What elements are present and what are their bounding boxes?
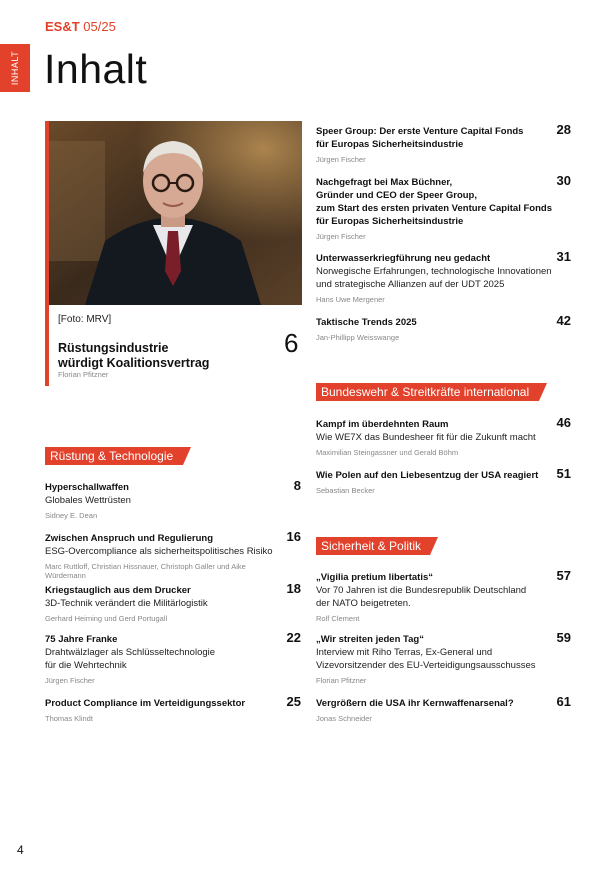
entry-subtitle: Wie WE7X das Bundesheer fit für die Zukunft macht	[316, 432, 536, 443]
entry-title: für Europas Sicherheitsindustrie	[316, 216, 464, 227]
entry-subtitle: Vizevorsitzender des EU-Verteidigungsausschusses	[316, 660, 536, 671]
entry-page-number: 30	[556, 173, 571, 188]
toc-entry[interactable]	[316, 252, 552, 304]
entry-page-number: 25	[286, 694, 301, 709]
entry-page-number: 57	[556, 568, 571, 583]
entry-author: Jonas Schneider	[316, 714, 372, 723]
lead-author: Florian Pfitzner	[58, 370, 109, 379]
entry-author: Jan-Phillipp Weisswange	[316, 333, 400, 342]
side-tab	[0, 44, 30, 92]
toc-entry[interactable]	[316, 633, 552, 685]
entry-page-number: 22	[286, 630, 301, 645]
entry-page-number: 8	[293, 478, 301, 493]
entry-author: Gerhard Heiming und Gerd Portugall	[45, 614, 168, 623]
entry-subtitle: ESG-Overcompliance als sicherheitspolitisches Risiko	[45, 546, 273, 557]
entry-author: Marc Ruttloff, Christian Hissnauer, Christoph Galler und Aike Würdemann	[45, 562, 246, 580]
entry-title: Speer Group: Der erste Venture Capital Fonds	[316, 126, 524, 137]
entry-subtitle: Norwegische Erfahrungen, technologische Innovationen	[316, 266, 552, 277]
lead-title-line-1: Rüstungsindustrie	[58, 341, 169, 355]
toc-entry[interactable]	[316, 418, 552, 457]
entry-author: Sebastian Becker	[316, 486, 375, 495]
toc-entry[interactable]	[316, 571, 552, 623]
entry-author: Maximilian Steingassner und Gerald Böhm	[316, 448, 459, 457]
entry-page-number: 59	[556, 630, 571, 645]
entry-subtitle: Vor 70 Jahren ist die Bundesrepublik Deutschland	[316, 585, 527, 596]
entry-title: „Wir streiten jeden Tag“	[316, 634, 424, 645]
page-title: Inhalt	[44, 46, 148, 92]
entry-page-number: 16	[286, 529, 301, 544]
brand-label: ES&T	[45, 19, 80, 34]
toc-entry[interactable]	[45, 532, 285, 580]
entry-title: 75 Jahre Franke	[45, 634, 118, 645]
entry-author: Sidney E. Dean	[45, 511, 98, 520]
entry-title: Zwischen Anspruch und Regulierung	[45, 533, 214, 544]
toc-entry[interactable]	[316, 125, 552, 164]
entry-page-number: 61	[556, 694, 571, 709]
entry-title: Product Compliance im Verteidigungssektor	[45, 698, 246, 709]
toc-entry[interactable]	[45, 633, 285, 685]
side-tab-label: INHALT	[10, 50, 20, 86]
lead-title-line-2: würdigt Koalitionsvertrag	[58, 356, 210, 370]
entry-title: „Vigilia pretium libertatis“	[316, 572, 434, 583]
entry-title: Nachgefragt bei Max Büchner,	[316, 177, 453, 188]
entry-subtitle: Globales Wettrüsten	[45, 495, 131, 506]
entry-author: Jürgen Fischer	[45, 676, 95, 685]
section-heading-ruestung: Rüstung & Technologie	[45, 447, 183, 465]
toc-entry[interactable]	[45, 481, 285, 520]
entry-subtitle: Interview mit Riho Terras, Ex-General und	[316, 647, 493, 658]
entry-page-number: 18	[286, 581, 301, 596]
toc-entry[interactable]	[45, 584, 285, 623]
photo-caption: [Foto: MRV]	[58, 314, 112, 325]
entry-author: Rolf Clement	[316, 614, 360, 623]
lead-page-number: 6	[284, 328, 299, 358]
toc-entry[interactable]	[316, 316, 552, 342]
entry-author: Hans Uwe Mergener	[316, 295, 385, 304]
lead-title[interactable]	[58, 341, 209, 371]
entry-title: Gründer und CEO der Speer Group,	[316, 190, 477, 201]
entry-title: Vergrößern die USA ihr Kernwaffenarsenal?	[316, 698, 514, 709]
issue-label	[45, 19, 116, 34]
entry-title: Wie Polen auf den Liebesentzug der USA reagiert	[316, 470, 539, 481]
entry-page-number: 42	[556, 313, 571, 328]
entry-author: Thomas Klindt	[45, 714, 93, 723]
entry-page-number: 28	[556, 122, 571, 137]
entry-author: Jürgen Fischer	[316, 155, 366, 164]
entry-subtitle: und strategische Allianzen auf der UDT 2025	[316, 279, 505, 290]
entry-page-number: 31	[556, 249, 571, 264]
entry-title: Kampf im überdehnten Raum	[316, 419, 449, 430]
toc-entry[interactable]	[316, 697, 552, 723]
entry-title: Hyperschallwaffen	[45, 482, 129, 493]
entry-subtitle: 3D-Technik verändert die Militärlogistik	[45, 598, 208, 609]
entry-author: Jürgen Fischer	[316, 232, 366, 241]
accent-bar	[45, 121, 49, 386]
entry-subtitle: der NATO beigetreten.	[316, 598, 411, 609]
entry-title: Taktische Trends 2025	[316, 317, 417, 328]
entry-author: Florian Pfitzner	[316, 676, 367, 685]
lead-photo	[45, 121, 302, 305]
entry-page-number: 46	[556, 415, 571, 430]
entry-subtitle: Drahtwälzlager als Schlüsseltechnologie	[45, 647, 216, 658]
entry-title: Unterwasserkriegführung neu gedacht	[316, 253, 491, 264]
page-number: 4	[17, 843, 24, 857]
entry-subtitle: für die Wehrtechnik	[45, 660, 127, 671]
entry-title: Kriegstauglich aus dem Drucker	[45, 585, 191, 596]
toc-entry[interactable]	[45, 697, 285, 723]
section-heading-bundeswehr: Bundeswehr & Streitkräfte international	[316, 383, 539, 401]
entry-title: für Europas Sicherheitsindustrie	[316, 139, 464, 150]
toc-entry[interactable]	[316, 176, 552, 241]
issue-number: 05/25	[83, 19, 116, 34]
entry-title: zum Start des ersten privaten Venture Capital Fonds	[316, 203, 552, 214]
entry-page-number: 51	[556, 466, 571, 481]
section-heading-sicherheit: Sicherheit & Politik	[316, 537, 430, 555]
portrait-image	[45, 121, 302, 305]
toc-entry[interactable]	[316, 469, 552, 495]
